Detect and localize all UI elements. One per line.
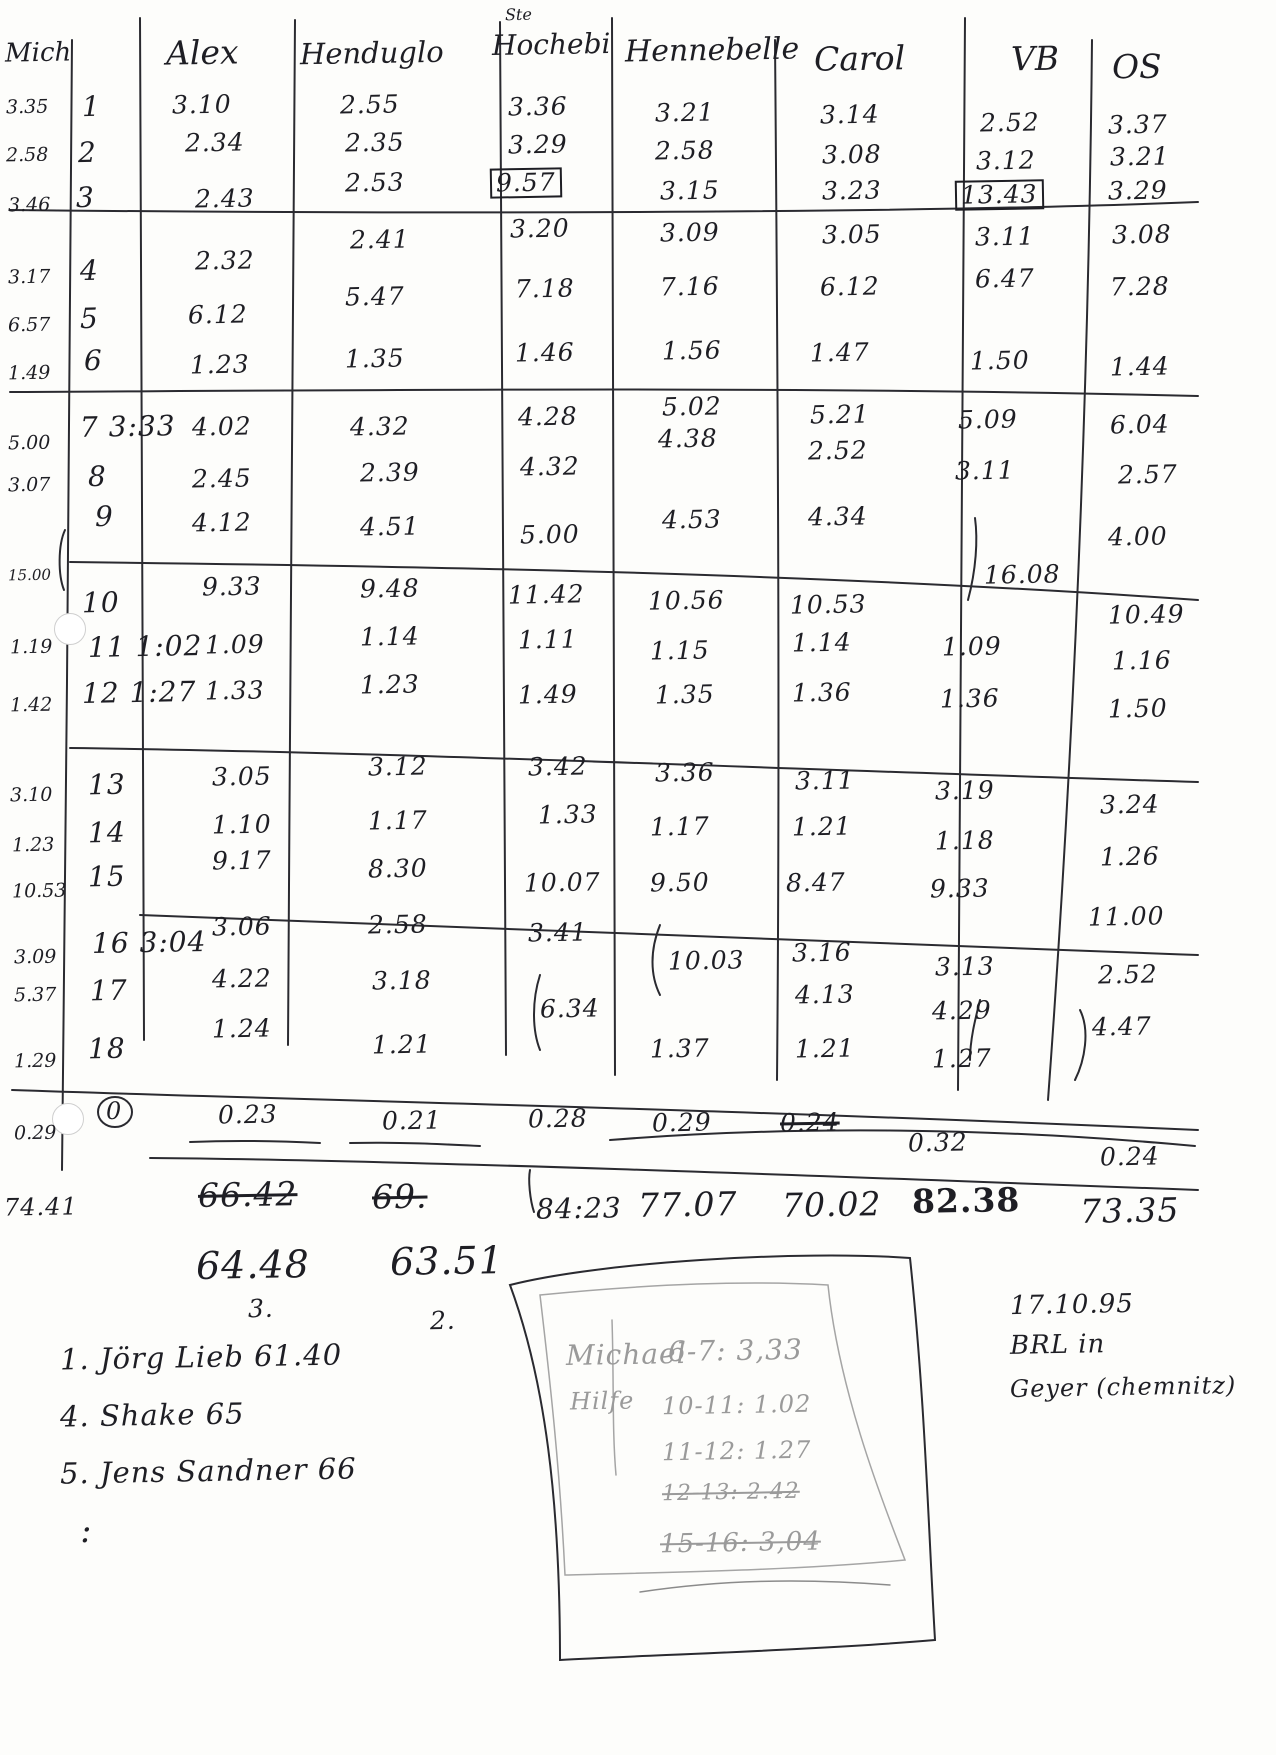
- cell-col5: 2.58: [654, 135, 715, 166]
- header-alex: Alex: [165, 32, 239, 73]
- side-value: 3.46: [7, 193, 51, 217]
- row-number: 13: [87, 767, 126, 802]
- cell-vb: 9.33: [929, 873, 990, 904]
- cell-col3: 2.53: [344, 167, 405, 198]
- cell-col3: 4.32: [349, 411, 410, 442]
- cell-col4: 3.42: [527, 751, 588, 782]
- side-value: 10.53: [11, 879, 67, 903]
- cell-col4: 1.11: [517, 624, 578, 655]
- cell-col5: 9.50: [649, 867, 710, 898]
- cell-col3: 5.47: [344, 281, 405, 312]
- cell-carol: 3.14: [819, 99, 880, 130]
- cell-col4: 5.00: [519, 519, 580, 550]
- side-value: 1.49: [7, 361, 51, 385]
- cell-vb: 3.11: [974, 221, 1035, 252]
- cell-col4: 3.20: [509, 213, 570, 244]
- side-value: 1.42: [9, 693, 53, 717]
- cell-carol: 1.36: [791, 677, 852, 708]
- cell-col3: 8.30: [367, 853, 428, 884]
- box-line-3: 11-12: 1.27: [661, 1435, 812, 1467]
- header-col4-above: Ste: [504, 4, 533, 25]
- cell-col3: 2.55: [339, 89, 400, 120]
- cell-col3: 2.58: [367, 909, 428, 940]
- cell-carol: 10.53: [789, 589, 867, 620]
- box-line-5-struck: 15-16: 3,04: [659, 1526, 822, 1560]
- cell-alex: 2.34: [184, 127, 245, 158]
- cell-col3: 1.17: [367, 805, 428, 836]
- row-number: 3: [75, 180, 96, 215]
- cell-os: 7.28: [1109, 271, 1170, 302]
- cell-carol: 3.08: [821, 139, 882, 170]
- cell-os: 1.50: [1107, 693, 1168, 724]
- row-number: 12 1:27: [81, 675, 197, 710]
- header-os: OS: [1111, 46, 1162, 87]
- cell-os: 1.44: [1109, 351, 1170, 382]
- side-value: 5.37: [13, 983, 57, 1007]
- cell-os: 3.08: [1111, 219, 1172, 250]
- cell-os: 10.49: [1107, 599, 1185, 630]
- row-number: 4: [79, 253, 100, 288]
- side-value: 3.35: [5, 95, 49, 119]
- side-value: 15.00: [7, 565, 52, 585]
- row-number: 16 3:04: [91, 925, 207, 960]
- side-value: 5.00: [7, 431, 51, 455]
- cell-vb: 0.32: [907, 1127, 968, 1158]
- cell-col5: 3.21: [654, 97, 715, 128]
- cell-col3: 3.12: [367, 751, 428, 782]
- cell-os: 2.52: [1097, 959, 1158, 990]
- cell-alex: 6.12: [187, 299, 248, 330]
- cell-os: 4.00: [1107, 521, 1168, 552]
- cell-os: 0.24: [1099, 1141, 1160, 1172]
- box-line-2: 10-11: 1.02: [661, 1389, 812, 1421]
- cell-col3: 1.21: [371, 1029, 432, 1060]
- cell-col4: 1.49: [517, 679, 578, 710]
- cell-col4: 0.28: [527, 1103, 588, 1134]
- punch-hole-bottom: [52, 1103, 84, 1135]
- result-alex-total: 64.48: [195, 1242, 311, 1288]
- side-value: 3.07: [7, 473, 51, 497]
- header-col5: Hennebelle: [624, 31, 800, 70]
- cell-os: 3.24: [1099, 789, 1160, 820]
- row-number: 1: [81, 89, 102, 124]
- cell-col5: 0.29: [651, 1107, 712, 1138]
- cell-vb: 6.47: [974, 263, 1035, 294]
- cell-col3: 1.35: [344, 343, 405, 374]
- cell-col4: 3.41: [527, 917, 588, 948]
- cell-alex: 2.32: [194, 245, 255, 276]
- row-number: 14: [87, 815, 126, 850]
- side-value: 3.17: [7, 265, 51, 289]
- cell-alex: 2.45: [191, 463, 252, 494]
- total-side: 74.41: [3, 1192, 78, 1222]
- cell-vb: 1.27: [931, 1043, 992, 1074]
- row-number: 2: [77, 135, 98, 170]
- cell-carol: 4.13: [794, 979, 855, 1010]
- cell-col4: 10.07: [523, 867, 601, 898]
- header-vb: VB: [1010, 38, 1060, 79]
- cell-col5: 3.09: [659, 217, 720, 248]
- cell-col5: 7.16: [659, 271, 720, 302]
- cell-os: 1.16: [1111, 645, 1172, 676]
- header-col3: Henduglo: [299, 34, 444, 72]
- cell-alex: 3.05: [211, 761, 272, 792]
- side-value: 0.29: [13, 1121, 57, 1145]
- cell-vb: 3.12: [975, 145, 1036, 176]
- row-number: 5: [79, 301, 100, 336]
- side-value: 2.58: [5, 143, 49, 167]
- side-value: 3.10: [9, 783, 53, 807]
- ranking-continuation: :: [79, 1510, 93, 1552]
- cell-col3: 2.39: [359, 457, 420, 488]
- total-col5: 77.07: [637, 1184, 738, 1225]
- cell-alex: 1.33: [204, 675, 265, 706]
- cell-os: 3.21: [1109, 141, 1170, 172]
- cell-col3: 2.35: [344, 127, 405, 158]
- cell-carol: 3.23: [821, 175, 882, 206]
- cell-col5: 3.15: [659, 175, 720, 206]
- box-line-4-struck: 12-13: 2.42: [661, 1478, 801, 1507]
- cell-col3: 1.14: [359, 621, 420, 652]
- cell-col5: 1.56: [661, 335, 722, 366]
- cell-alex: 2.43: [194, 183, 255, 214]
- cell-os: 3.37: [1107, 109, 1168, 140]
- cell-vb: 1.09: [941, 631, 1002, 662]
- total-alex-struck: 66.42: [197, 1174, 298, 1215]
- cell-col5: 1.15: [649, 635, 710, 666]
- row-number: 15: [87, 859, 126, 894]
- cell-col4: 1.33: [537, 799, 598, 830]
- cell-carol: 1.21: [791, 811, 852, 842]
- cell-alex: 3.10: [171, 89, 232, 120]
- cell-col3: 0.21: [381, 1105, 442, 1136]
- cell-vb-boxed: 13.43: [955, 179, 1044, 211]
- cell-carol: 1.21: [794, 1033, 855, 1064]
- cell-vb: 16.08: [983, 559, 1061, 590]
- row-number: 18: [87, 1031, 126, 1066]
- cell-carol: 1.14: [791, 627, 852, 658]
- cell-col4: 3.29: [507, 129, 568, 160]
- row-number: 6: [83, 343, 104, 378]
- cell-alex: 9.33: [201, 571, 262, 602]
- row-number-circled: 0: [105, 1096, 123, 1126]
- cell-os: 4.47: [1091, 1011, 1152, 1042]
- cell-vb: 1.50: [969, 345, 1030, 376]
- total-col3-struck: 69.: [371, 1176, 428, 1217]
- cell-col3: 2.41: [349, 224, 410, 255]
- row-number: 17: [89, 973, 128, 1008]
- cell-os: 1.26: [1099, 841, 1160, 872]
- cell-col4: 1.46: [514, 337, 575, 368]
- result-alex-rank: 3.: [247, 1293, 275, 1324]
- cell-alex: 0.23: [217, 1099, 278, 1130]
- cell-col5: 5.02: [661, 391, 722, 422]
- header-carol: Carol: [813, 38, 906, 79]
- cell-vb: 3.11: [954, 455, 1015, 486]
- cell-col5: 1.35: [654, 679, 715, 710]
- row-number: 11 1:02: [87, 629, 203, 664]
- cell-vb: 1.18: [934, 825, 995, 856]
- side-value: 1.29: [13, 1049, 57, 1073]
- ranking-note-4: 4. Shake 65: [59, 1396, 245, 1434]
- event-line-3: Geyer (chemnitz): [1009, 1371, 1237, 1403]
- cell-col5: 1.37: [649, 1033, 710, 1064]
- cell-os: 11.00: [1087, 901, 1165, 932]
- cell-col5: 4.53: [661, 504, 722, 535]
- cell-alex: 4.12: [191, 507, 252, 538]
- cell-vb: 3.19: [934, 775, 995, 806]
- cell-col3: 1.23: [359, 669, 420, 700]
- cell-col4: 3.36: [507, 91, 568, 122]
- cell-carol: 1.47: [809, 337, 870, 368]
- header-col4: Hochebi: [491, 26, 611, 63]
- row-number: 10: [81, 585, 120, 620]
- cell-carol: 4.34: [807, 501, 868, 532]
- cell-col5: 10.56: [647, 585, 725, 616]
- row-number: 8: [87, 459, 108, 494]
- row-number: 7 3:33: [79, 409, 176, 444]
- event-date: 17.10.95: [1009, 1288, 1135, 1322]
- cell-col5: 1.17: [649, 811, 710, 842]
- cell-col3: 3.18: [371, 965, 432, 996]
- ranking-note-5: 5. Jens Sandner 66: [59, 1451, 357, 1491]
- cell-col4: 4.28: [517, 401, 578, 432]
- ranking-note-1: 1. Jörg Lieb 61.40: [59, 1337, 343, 1377]
- cell-col5: 3.36: [654, 757, 715, 788]
- cell-col4: 4.32: [519, 451, 580, 482]
- box-label-2: Hilfe: [569, 1386, 635, 1416]
- cell-os: 6.04: [1109, 409, 1170, 440]
- cell-alex: 1.10: [211, 809, 272, 840]
- cell-carol: 2.52: [807, 435, 868, 466]
- row-number: 9: [94, 499, 115, 534]
- cell-alex: 1.23: [189, 349, 250, 380]
- side-value: 1.23: [11, 833, 55, 857]
- cell-carol: 8.47: [785, 867, 846, 898]
- cell-os: 2.57: [1117, 459, 1178, 490]
- side-value: 1.19: [9, 635, 53, 659]
- box-label-1: Michael: [565, 1336, 687, 1373]
- cell-col4: 7.18: [514, 273, 575, 304]
- cell-col3: 9.48: [359, 573, 420, 604]
- cell-col4-boxed: 9.57: [490, 167, 562, 198]
- cell-vb: 4.29: [931, 995, 992, 1026]
- cell-alex: 9.17: [211, 845, 272, 876]
- side-value: 6.57: [7, 313, 51, 337]
- result-col3-total: 63.51: [389, 1238, 505, 1284]
- cell-col4: 6.34: [539, 993, 600, 1024]
- cell-carol: 0.24: [779, 1107, 840, 1138]
- cell-alex: 3.06: [211, 911, 272, 942]
- cell-col5: 10.03: [667, 945, 745, 976]
- cell-vb: 2.52: [979, 107, 1040, 138]
- result-col3-rank: 2.: [429, 1305, 457, 1336]
- cell-carol: 6.12: [819, 271, 880, 302]
- cell-alex: 4.22: [211, 963, 272, 994]
- cell-vb: 1.36: [939, 683, 1000, 714]
- cell-alex: 1.24: [211, 1013, 272, 1044]
- cell-carol: 3.05: [821, 219, 882, 250]
- cell-col3: 4.51: [359, 511, 420, 542]
- cell-carol: 3.16: [791, 937, 852, 968]
- total-os: 73.35: [1079, 1190, 1180, 1231]
- cell-vb: 5.09: [957, 404, 1018, 435]
- cell-os: 3.29: [1107, 175, 1168, 206]
- cell-vb: 3.13: [934, 951, 995, 982]
- side-value: 3.09: [13, 945, 57, 969]
- cell-col5: 4.38: [657, 423, 718, 454]
- event-line-2: BRL in: [1009, 1329, 1106, 1361]
- box-line-1: 6-7: 3,33: [667, 1332, 804, 1369]
- punch-hole-top: [54, 613, 86, 645]
- total-col4: 84:23: [535, 1191, 622, 1226]
- cell-carol: 5.21: [809, 399, 870, 430]
- cell-carol: 3.11: [794, 765, 855, 796]
- header-first: Mich: [4, 37, 72, 69]
- cell-alex: 4.02: [191, 411, 252, 442]
- cell-alex: 1.09: [204, 629, 265, 660]
- cell-col4: 11.42: [507, 579, 585, 610]
- total-vb: 82.38: [911, 1180, 1021, 1221]
- total-carol: 70.02: [781, 1184, 882, 1225]
